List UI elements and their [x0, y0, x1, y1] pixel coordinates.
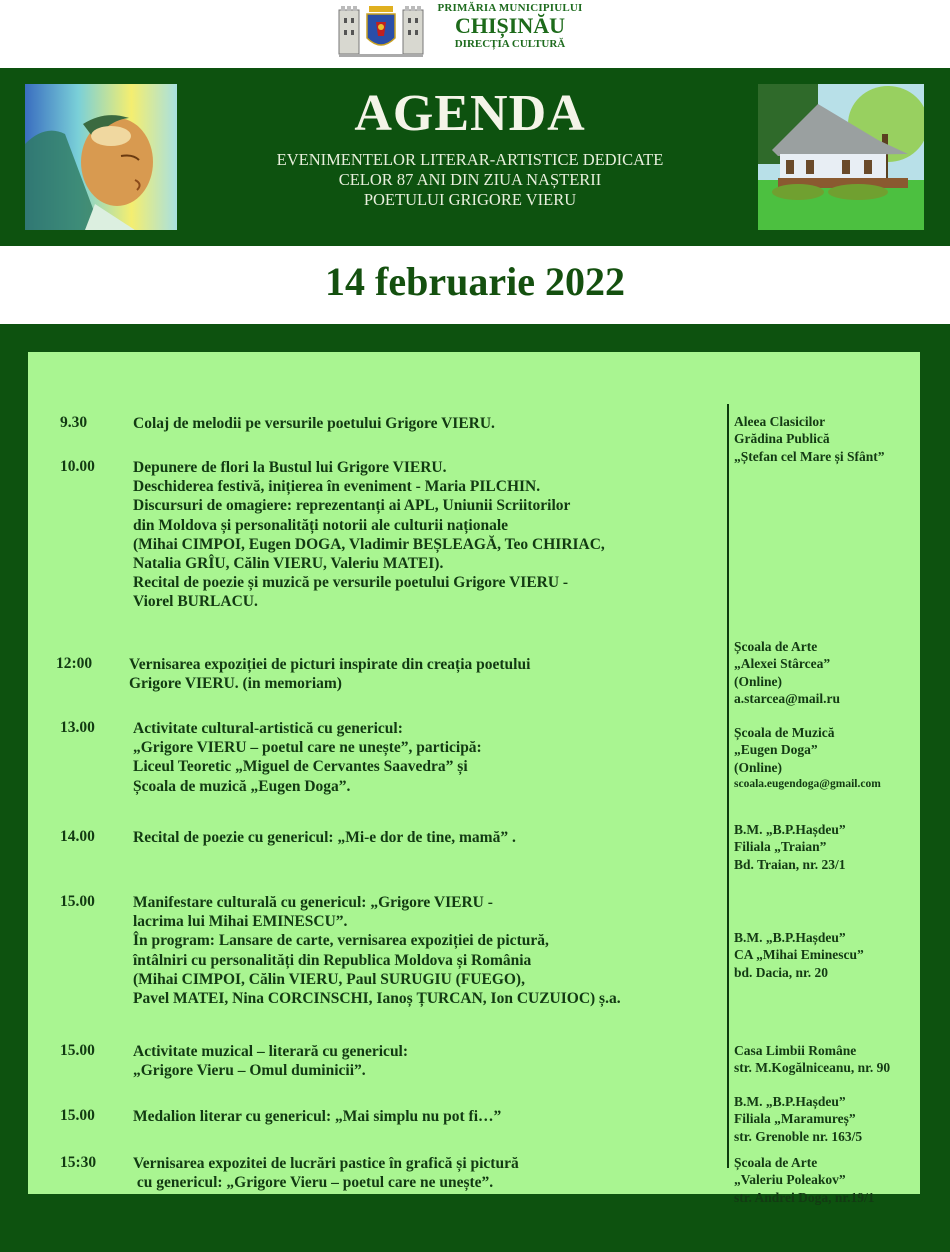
event-description — [133, 458, 733, 612]
location-line: CA „Mihai Eminescu” — [734, 947, 864, 963]
header-banner — [0, 68, 950, 246]
location-line: str. M.Kogălniceanu, nr. 90 — [734, 1060, 891, 1076]
event-line: Școala de muzică „Eugen Doga”. — [133, 777, 351, 795]
event-line: (Mihai CIMPOI, Călin VIERU, Paul SURUGIU (FUEGO), — [133, 970, 525, 988]
event-description — [129, 655, 729, 693]
event-time: 15:30 — [60, 1154, 97, 1171]
event-location — [734, 929, 920, 981]
event-description — [133, 414, 733, 433]
location-line: str. Andrei Doga, nr.19/1 — [734, 1189, 875, 1205]
event-description — [133, 893, 733, 1008]
agenda-title: AGENDA — [354, 85, 586, 142]
location-line: str. Grenoble nr. 163/5 — [734, 1128, 863, 1144]
event-time: 15.00 — [60, 893, 95, 910]
event-description — [133, 719, 733, 796]
location-line: Școala de Muzică — [734, 725, 835, 740]
location-line: „Eugen Doga” — [734, 742, 818, 758]
event-line: din Moldova și personalități notorii ale culturii naționale — [133, 516, 509, 534]
subtitle-line: EVENIMENTELOR LITERAR-ARTISTICE DEDICATE — [276, 150, 664, 169]
location-line: „Alexei Stârcea” — [734, 656, 831, 672]
event-time: 15.00 — [60, 1107, 95, 1124]
event-time: 10.00 — [60, 458, 95, 475]
event-line: Activitate cultural-artistică cu genericul: — [133, 720, 403, 737]
event-description — [133, 828, 733, 847]
event-line: lacrima lui Mihai EMINESCU”. — [133, 913, 348, 931]
location-line: Școala de Arte — [734, 1155, 818, 1170]
org-line-3: DIRECȚIA CULTURĂ — [454, 38, 566, 50]
location-line: B.M. „B.P.Hașdeu” — [734, 1094, 846, 1109]
event-line: Medalion literar cu genericul: „Mai simplu nu pot fi…” — [133, 1108, 502, 1125]
organization-name — [430, 2, 590, 50]
event-time: 15.00 — [60, 1042, 95, 1059]
location-line: Aleea Clasicilor — [734, 414, 826, 429]
event-line: Recital de poezie și muzică pe versurile poetului Grigore VIERU - — [133, 574, 569, 592]
village-house-image — [758, 84, 924, 230]
event-line: Vernisarea expoziției de picturi inspirate din creația poetului — [129, 656, 531, 673]
org-line-2: CHIȘINĂU — [454, 13, 566, 38]
subtitle-line: CELOR 87 ANI DIN ZIUA NAȘTERII — [338, 170, 602, 189]
event-line: Viorel BURLACU. — [133, 593, 258, 611]
event-line: (Mihai CIMPOI, Eugen DOGA, Vladimir BEȘLEAGĂ, Teo CHIRIAC, — [133, 535, 605, 553]
event-line: Activitate muzical – literară cu genericul: — [133, 1043, 409, 1060]
logo-band — [0, 0, 950, 66]
event-line: „Grigore Vieru – Omul duminicii”. — [133, 1062, 366, 1080]
event-line: Natalia GRÎU, Călin VIERU, Valeriu MATEI). — [133, 555, 444, 573]
event-line: Recital de poezie cu genericul: „Mi-e dor de tine, mamă” . — [133, 829, 516, 846]
event-location — [734, 1154, 920, 1206]
location-line: Casa Limbii Române — [734, 1043, 857, 1058]
event-description — [133, 1107, 733, 1126]
event-line: Discursuri de omagiere: reprezentanți ai APL, Uniunii Scriitorilor — [133, 497, 571, 515]
event-time: 9.30 — [60, 414, 88, 431]
event-line: Vernisarea expozitei de lucrări pastice în grafică și pictură — [133, 1155, 519, 1172]
event-time: 14.00 — [60, 828, 95, 845]
location-line: „Valeriu Poleakov” — [734, 1172, 846, 1188]
event-line: Deschiderea festivă, inițierea în eveniment - Maria PILCHIN. — [133, 478, 541, 496]
event-line: Grigore VIERU. (in memoriam) — [129, 675, 342, 693]
event-line: cu genericul: „Grigore Vieru – poetul care ne unește”. — [133, 1174, 494, 1192]
location-line: „Ștefan cel Mare și Sfânt” — [734, 448, 885, 464]
event-line: Colaj de melodii pe versurile poetului Grigore VIERU. — [133, 415, 495, 432]
event-line: Manifestare culturală cu genericul: „Grigore VIERU - — [133, 894, 493, 911]
location-line: Grădina Publică — [734, 431, 830, 447]
poet-portrait-image — [25, 84, 177, 230]
event-location — [734, 821, 920, 873]
location-line: Bd. Traian, nr. 23/1 — [734, 856, 846, 872]
location-email[interactable]: a.starcea@mail.ru — [734, 691, 841, 707]
event-time: 13.00 — [60, 719, 95, 736]
event-description — [133, 1042, 733, 1080]
event-date: 14 februarie 2022 — [325, 259, 625, 304]
event-location — [734, 724, 920, 794]
location-line: (Online) — [734, 673, 783, 689]
org-line-1: PRIMĂRIA MUNICIPIULUI — [437, 2, 583, 14]
location-line: Filiala „Maramureș” — [734, 1111, 856, 1127]
event-line: Depunere de flori la Bustul lui Grigore VIERU. — [133, 459, 447, 476]
event-line: Pavel MATEI, Nina CORCINSCHI, Ianoș ȚURCAN, Ion CUZUIOC) ș.a. — [133, 990, 621, 1008]
location-line: Școala de Arte — [734, 639, 818, 654]
agenda-subtitle — [190, 150, 750, 210]
event-location — [734, 413, 920, 465]
event-location — [734, 638, 920, 708]
date-band — [0, 248, 950, 322]
event-line: întâlniri cu personalități din Republica Moldova și România — [133, 951, 532, 969]
location-line: Filiala „Traian” — [734, 839, 827, 855]
event-line: „Grigore VIERU – poetul care ne unește”, participă: — [133, 739, 482, 757]
location-line: bd. Dacia, nr. 20 — [734, 964, 829, 980]
event-location — [734, 1042, 920, 1077]
location-line: (Online) — [734, 759, 783, 775]
event-time: 12:00 — [56, 655, 93, 672]
city-coat-of-arms-icon — [337, 2, 425, 58]
event-line: În program: Lansare de carte, vernisarea expoziției de pictură, — [133, 932, 549, 950]
event-description — [133, 1154, 733, 1192]
location-line: B.M. „B.P.Hașdeu” — [734, 822, 846, 837]
event-location — [734, 1093, 920, 1145]
location-line: B.M. „B.P.Hașdeu” — [734, 930, 846, 945]
subtitle-line: POETULUI GRIGORE VIERU — [363, 190, 577, 209]
location-email[interactable]: scoala.eugendoga@gmail.com — [734, 778, 881, 791]
event-line: Liceul Teoretic „Miguel de Cervantes Saavedra” și — [133, 758, 468, 776]
